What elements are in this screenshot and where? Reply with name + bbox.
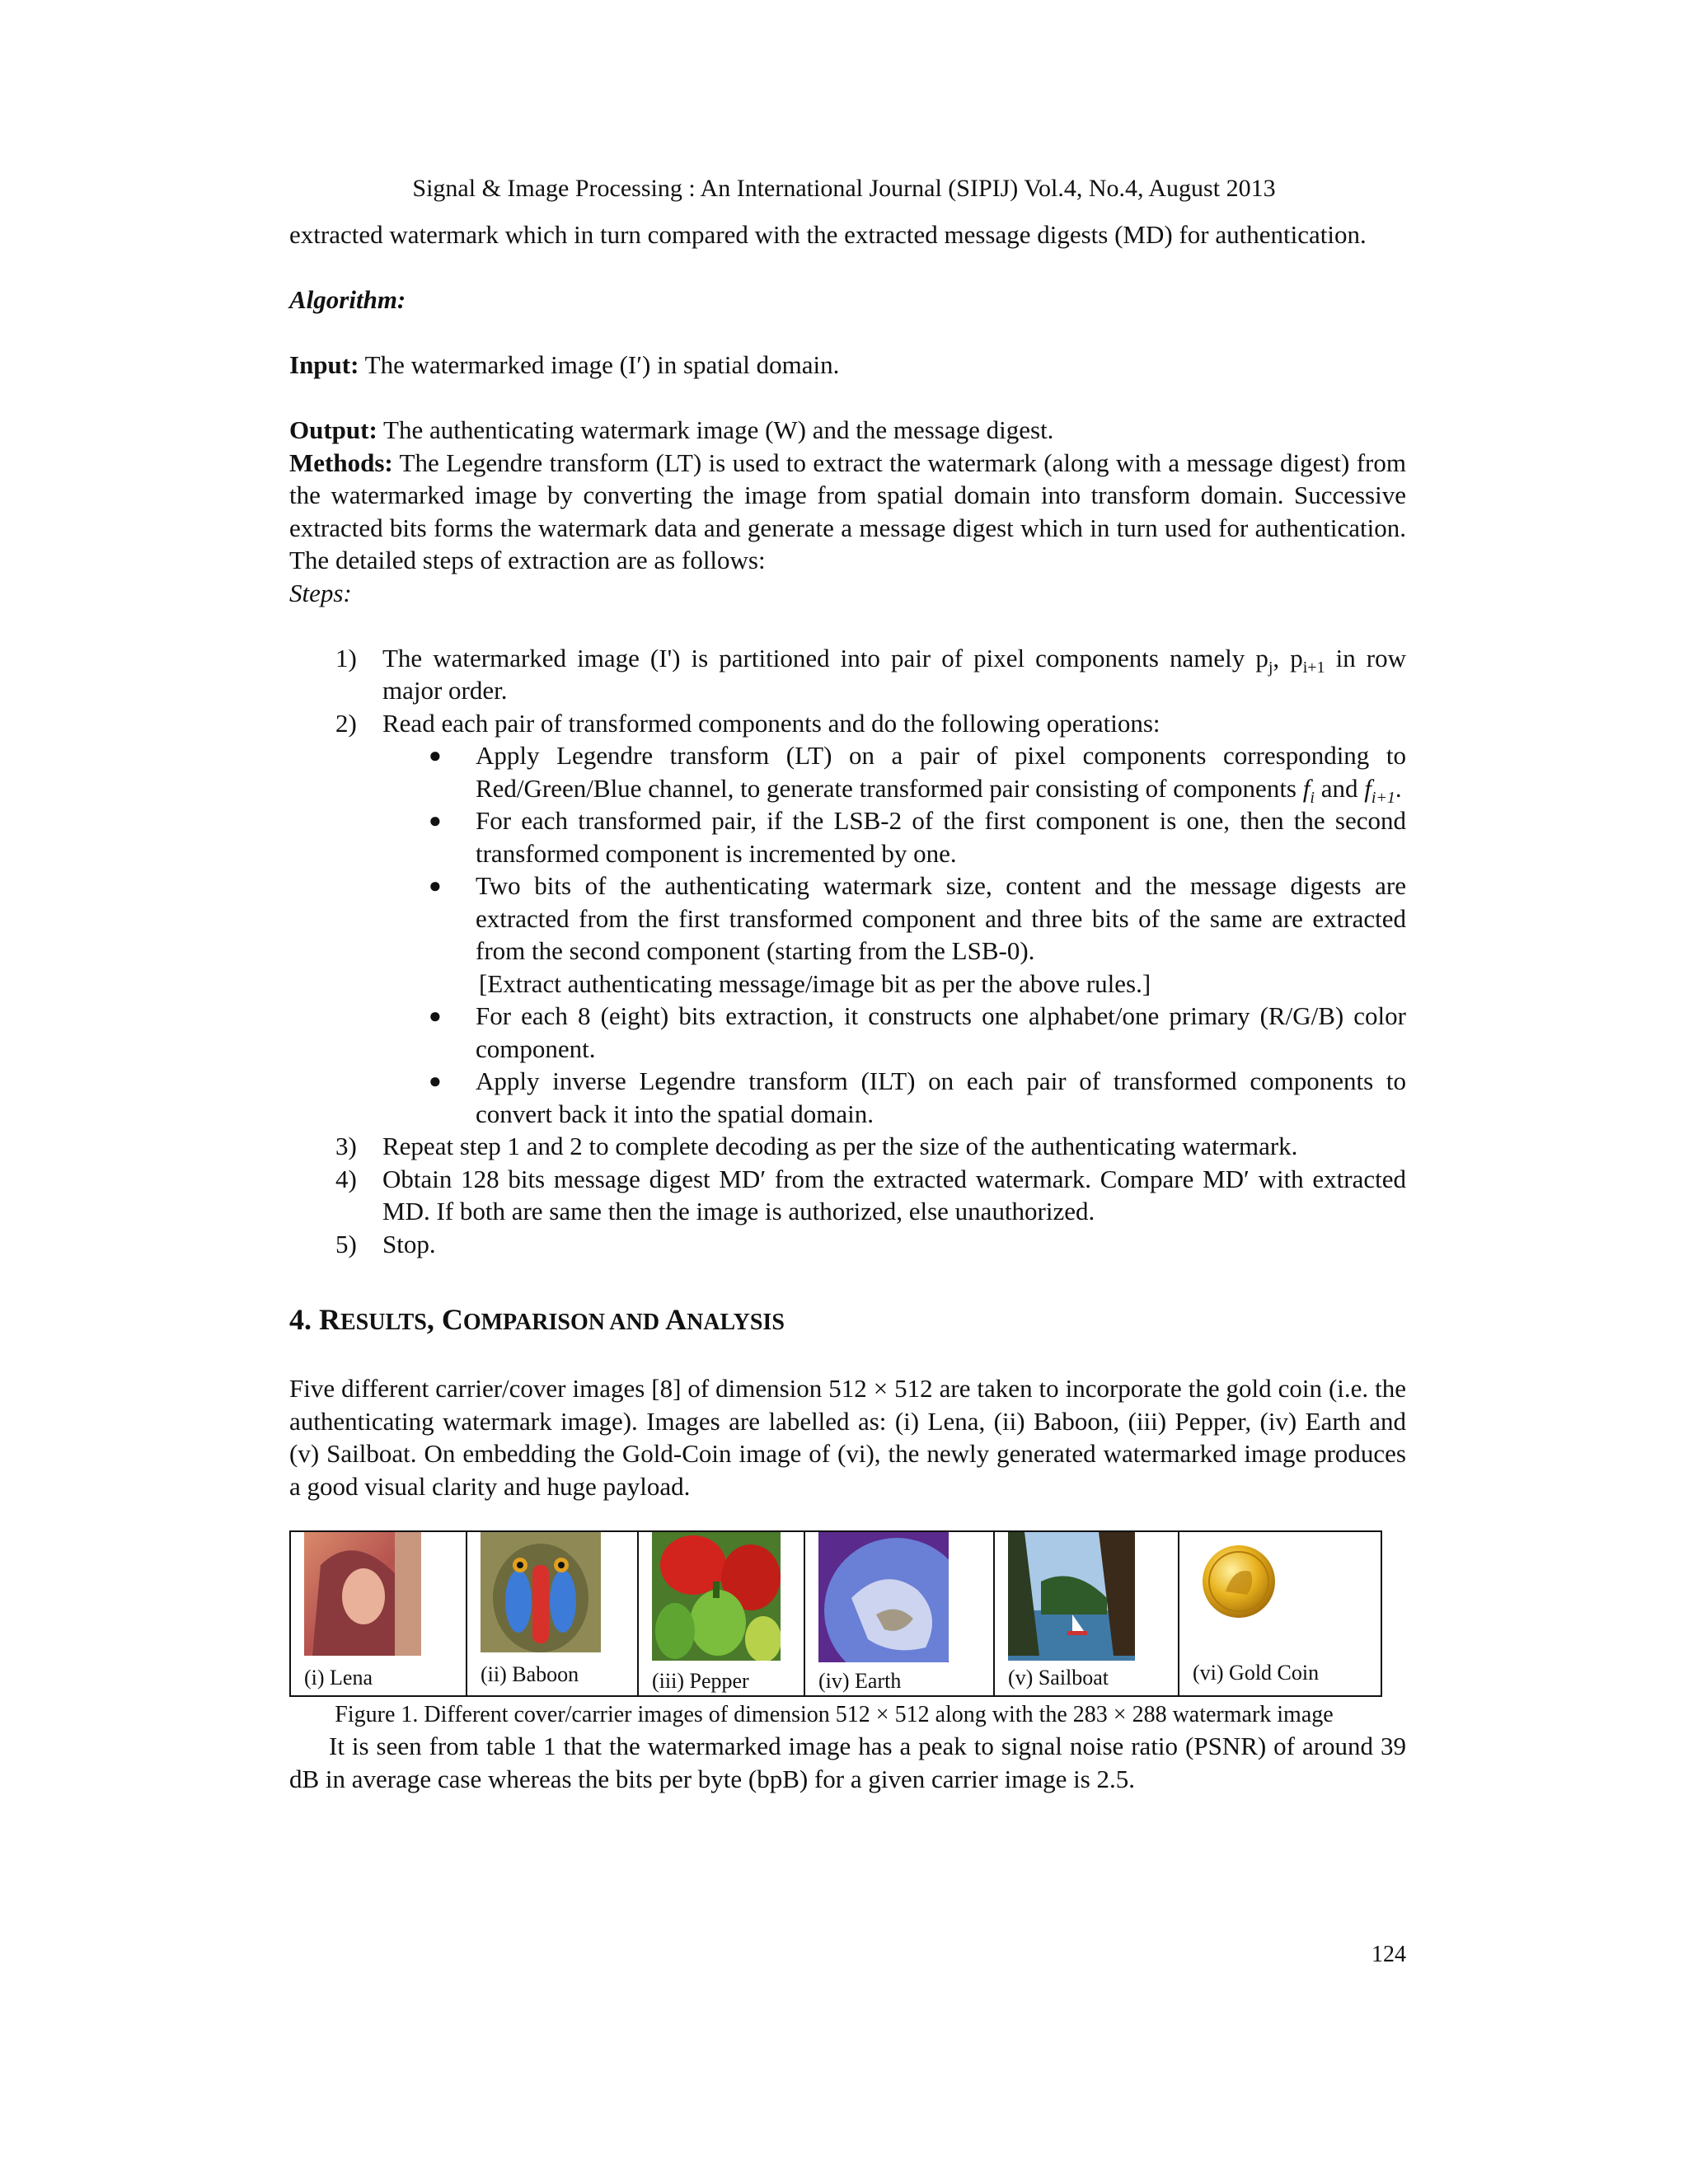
algorithm-heading: Algorithm: [289,285,406,314]
caption-lena: (i) Lena [304,1666,373,1690]
figure-image-table [289,1530,1382,1697]
caption-baboon: (ii) Baboon [481,1662,579,1686]
step-item [289,642,1406,707]
step-item [289,1163,1406,1228]
figure-cell-baboon [467,1532,639,1695]
bullet-text: . [1395,773,1402,803]
running-header: Signal & Image Processing : An International Journal (SIPIJ) Vol.4, No.4, August 2013 [412,175,1276,202]
step-text: Stop. [382,1229,436,1258]
bullet-text: Apply Legendre transform (LT) on a pair of pixel components corresponding to Red/Green/Blue channel, to generate transformed pair consisting of components [476,741,1406,803]
caption-gold-coin: (vi) Gold Coin [1193,1661,1320,1685]
methods-paragraph [289,447,1406,577]
math-f: f [1302,773,1311,803]
bullet-item [382,739,1406,807]
step-text: in row major order. [382,643,1407,705]
heading-cap: C [441,1303,463,1336]
step-number: 5) [335,1229,357,1258]
step-number: 2) [335,708,357,738]
step-text: , p [1273,643,1303,673]
figure-cell-pepper [639,1532,805,1695]
bullet-icon: ● [429,1069,442,1093]
heading-smallcaps: NALYSIS [687,1310,785,1335]
output-label: Output: [289,415,377,444]
figure-cell-sailboat [995,1532,1179,1695]
step-number: 4) [335,1164,357,1193]
bullet-text: For each 8 (eight) bits extraction, it constructs one alphabet/one primary (R/G/B) color component. [476,1001,1406,1063]
bullet-text: For each transformed pair, if the LSB-2 of the first component is one, then the second transformed component is incremented by one. [476,806,1406,868]
bullet-icon: ● [429,874,442,898]
heading-smallcaps: OMPARISON AND [462,1310,666,1335]
math-f: f [1364,773,1372,803]
section-heading [289,1301,1406,1341]
pepper-image [652,1532,781,1661]
step-text: The watermarked image (I') is partitioned into pair of pixel components namely p [382,643,1268,673]
input-line [289,349,1406,382]
subscript: j [1268,658,1273,677]
bullet-item [382,804,1406,869]
output-text: The authenticating watermark image (W) and the message digest. [377,415,1054,444]
step-text: Obtain 128 bits message digest MD′ from the extracted watermark. Compare MD′ with extracted MD. If both are same then the image is authorized, else unauthorized. [382,1164,1406,1226]
closing-paragraph: It is seen from table 1 that the watermarked image has a peak to signal noise ratio (PSNR) of around 39 dB in average case whereas the bits per byte (bpB) for a given carrier image is 2.5. [289,1732,1406,1793]
subscript: i+1 [1371,788,1395,807]
heading-cap: R [319,1303,340,1336]
caption-sailboat: (v) Sailboat [1008,1666,1109,1690]
bullet-list [382,739,1406,1130]
gold-coin-image [1201,1544,1277,1619]
steps-list [289,642,1406,1261]
output-line [289,414,1406,447]
figure-cell-earth [805,1532,995,1695]
step-item [289,1130,1406,1163]
section-paragraph: Five different carrier/cover images [8] of dimension 512 × 512 are taken to incorporate the gold coin (i.e. the authenticating watermark image). Images are labelled as: (i) Lena, (ii) Baboon, (iii) Pepper, (iv) Earth and (v) Sailboat. On embedding the Gold-Coin image of (vi), the newly generated watermarked image produces a good visual clarity and huge payload. [289,1374,1406,1501]
figure-cell-lena [291,1532,467,1695]
methods-label: Methods: [289,448,393,477]
bullet-item [382,1000,1406,1065]
input-text: The watermarked image (I′) in spatial domain. [359,350,840,379]
figure-cell-gold-coin [1179,1532,1381,1695]
page-number: 124 [1372,1942,1406,1967]
subscript: i [1310,788,1315,807]
input-label: Input: [289,350,359,379]
bullet-icon: ● [429,1004,442,1028]
bullet-icon: ● [429,808,442,832]
methods-text: The Legendre transform (LT) is used to extract the watermark (along with a message digest) from the watermarked image by converting the image from spatial domain into transform domain. Successive extracted bits forms the watermark data and generate a message digest which in turn used for authentication. The detailed steps of extraction are as follows: [289,448,1406,574]
intro-paragraph: extracted watermark which in turn compared with the extracted message digests (MD) for authentication. [289,220,1367,249]
figure-caption: Figure 1. Different cover/carrier images of dimension 512 × 512 along with the 283 × 288 watermark image [335,1702,1334,1727]
bullet-text: Two bits of the authenticating watermark size, content and the message digests are extracted from the first transformed component and three bits of the same are extracted from the second component (starting from the LSB-0). [476,871,1406,965]
bullet-icon: ● [429,743,442,767]
caption-pepper: (iii) Pepper [652,1669,749,1693]
heading-smallcaps: ESULTS [340,1310,427,1335]
bullet-item [382,1065,1406,1130]
bullet-item [382,869,1406,1000]
bullet-note: [Extract authenticating message/image bit as per the above rules.] [479,968,1151,998]
step-text: Repeat step 1 and 2 to complete decoding as per the size of the authenticating watermark. [382,1132,1298,1160]
lena-image [304,1532,421,1656]
steps-label: Steps: [289,578,352,607]
section-number: 4. [289,1303,319,1336]
sailboat-image [1008,1532,1135,1661]
baboon-image [481,1532,601,1652]
bullet-text: and [1314,773,1365,803]
caption-earth: (iv) Earth [818,1669,902,1693]
earth-image [818,1532,949,1662]
step-item [289,1228,1406,1261]
bullet-text: Apply inverse Legendre transform (ILT) on each pair of transformed components to convert back it into the spatial domain. [476,1066,1406,1128]
step-number: 3) [335,1132,357,1160]
page-body [289,218,1406,1795]
step-text: Read each pair of transformed components and do the following operations: [382,708,1160,738]
step-number: 1) [335,643,357,673]
heading-sep: , [426,1303,442,1336]
step-item [289,707,1406,1131]
subscript: i+1 [1302,658,1325,677]
heading-cap: A [665,1303,687,1336]
